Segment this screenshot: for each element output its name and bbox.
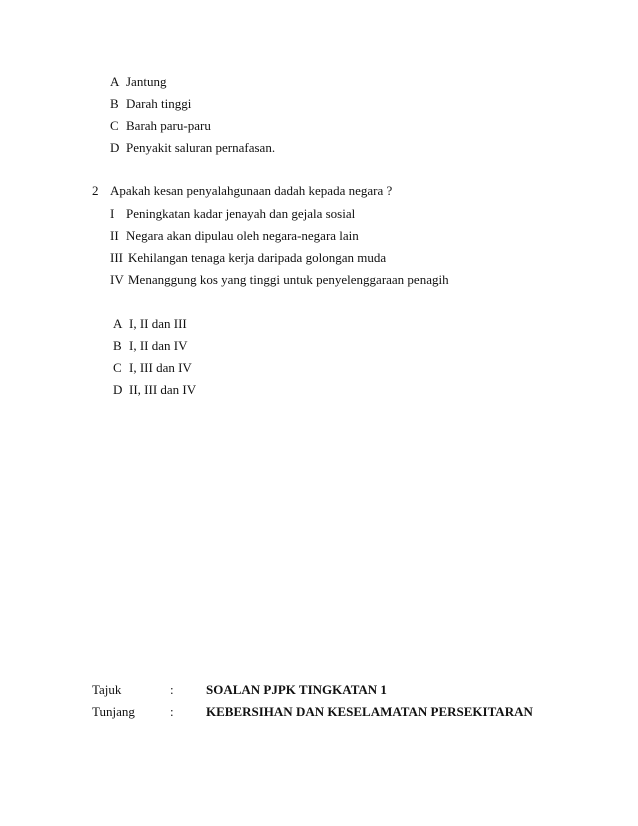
- answer-b: [113, 338, 187, 354]
- statement-roman: III: [110, 250, 123, 265]
- tajuk-value: SOALAN PJPK TINGKATAN 1: [206, 682, 387, 697]
- question-number: 2: [92, 183, 99, 198]
- statement-text: Negara akan dipulau oleh negara-negara lain: [126, 228, 359, 243]
- tajuk-colon: :: [170, 682, 174, 697]
- option-letter: A: [113, 316, 123, 331]
- tunjang-value: KEBERSIHAN DAN KESELAMATAN PERSEKITARAN: [206, 704, 533, 719]
- option-letter: C: [110, 118, 119, 133]
- option-text: Jantung: [126, 74, 167, 89]
- option-text: Barah paru-paru: [126, 118, 211, 133]
- statement-text: Kehilangan tenaga kerja daripada golongan muda: [128, 250, 387, 265]
- tajuk-row: [92, 682, 387, 698]
- statement-ii: [110, 228, 359, 244]
- option-text: I, II dan III: [129, 316, 187, 331]
- statement-roman: I: [110, 206, 115, 221]
- option-text: Penyakit saluran pernafasan.: [126, 140, 276, 155]
- option-text: II, III dan IV: [129, 382, 197, 397]
- option-d: [110, 140, 275, 156]
- answer-c: [113, 360, 192, 376]
- statement-iv: [110, 272, 449, 288]
- answer-d: [113, 382, 196, 398]
- option-letter: B: [113, 338, 122, 353]
- option-letter: C: [113, 360, 122, 375]
- tunjang-colon: :: [170, 704, 174, 719]
- statement-text: Menanggung kos yang tinggi untuk penyelenggaraan penagih: [128, 272, 449, 287]
- option-letter: D: [110, 140, 120, 155]
- question-2: [92, 183, 392, 199]
- option-text: I, III dan IV: [129, 360, 192, 375]
- option-text: Darah tinggi: [126, 96, 192, 111]
- statement-roman: IV: [110, 272, 124, 287]
- statement-i: [110, 206, 355, 222]
- option-letter: A: [110, 74, 120, 89]
- tunjang-row: [92, 704, 533, 720]
- statement-iii: [110, 250, 386, 266]
- option-a: [110, 74, 166, 90]
- option-letter: B: [110, 96, 119, 111]
- option-c: [110, 118, 211, 134]
- option-b: [110, 96, 191, 112]
- statement-text: Peningkatan kadar jenayah dan gejala sosial: [126, 206, 356, 221]
- option-text: I, II dan IV: [129, 338, 188, 353]
- tajuk-label: Tajuk: [92, 682, 122, 697]
- statement-roman: II: [110, 228, 119, 243]
- option-letter: D: [113, 382, 123, 397]
- tunjang-label: Tunjang: [92, 704, 135, 719]
- question-text: Apakah kesan penyalahgunaan dadah kepada negara ?: [110, 183, 393, 198]
- answer-a: [113, 316, 187, 332]
